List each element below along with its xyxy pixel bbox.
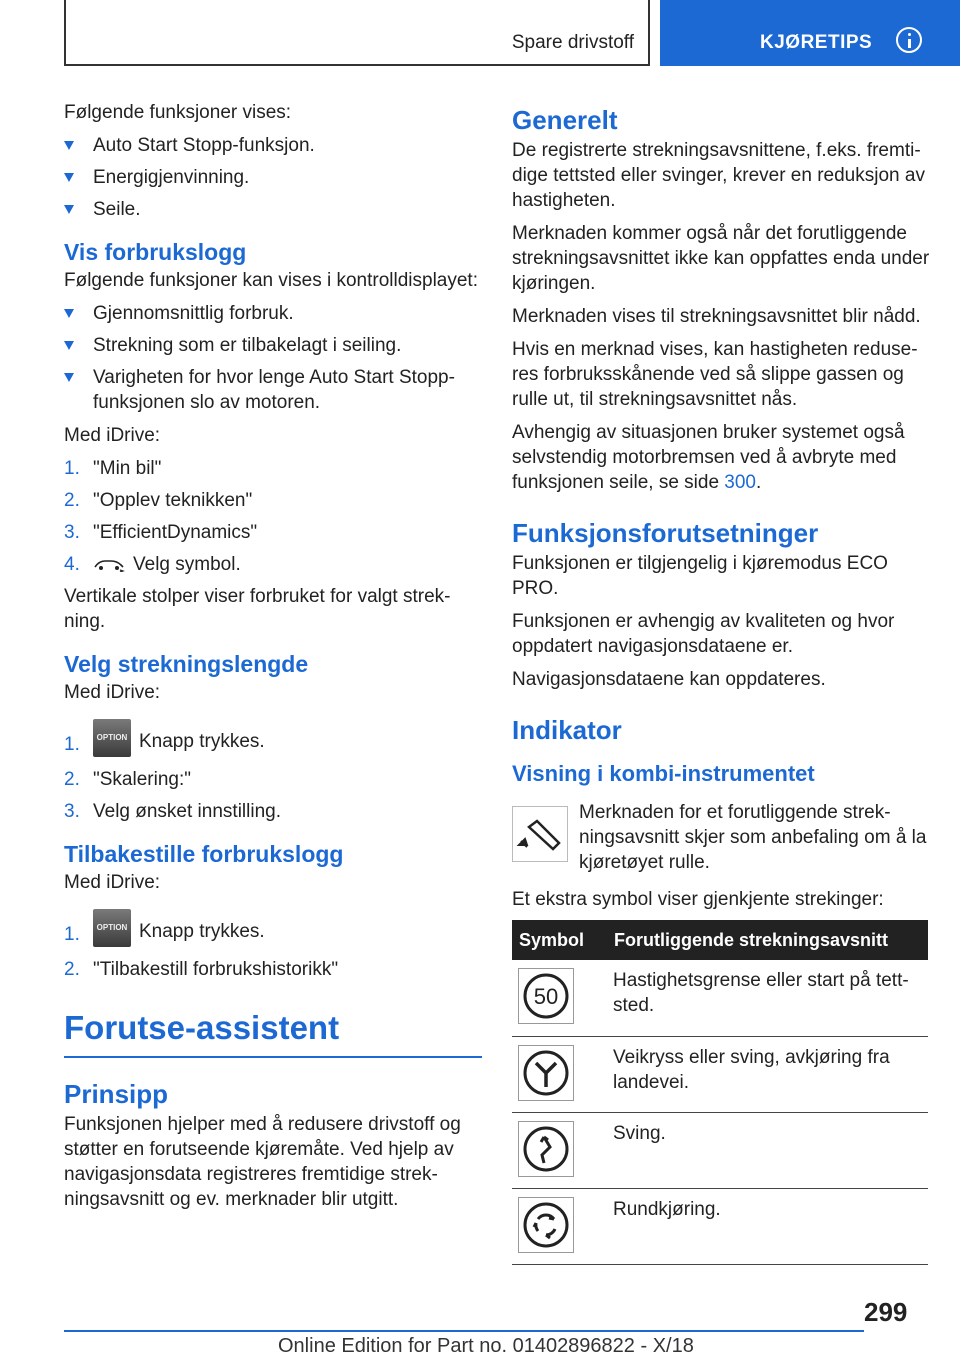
bullet-triangle-icon: [64, 141, 74, 150]
header-section-tab: [64, 0, 650, 66]
indicator-text: Merknaden for et forutliggende strekningsavsnitt skjer som anbefaling om å la kjøretøyet rulle.: [579, 802, 927, 873]
step-item: 2. "Tilbakestill forbrukshistorikk": [64, 959, 339, 980]
header-chapter-title: KJØRETIPS: [760, 32, 873, 53]
table-row: [512, 960, 928, 1036]
indicator-block: [512, 800, 932, 875]
option-button-icon: OPTION: [93, 719, 131, 757]
table-row: [512, 1036, 928, 1112]
curve-icon: [518, 1121, 574, 1177]
reset-steps: [64, 909, 482, 982]
bullet-triangle-icon: [64, 309, 74, 318]
forut-p3: Navigasjonsdataene kan oppdateres.: [512, 669, 826, 690]
forut-p2: Funksjonen er avhengig av kvaliteten og hvor oppdatert navigasjonsdataene er.: [512, 611, 895, 657]
left-column: [64, 100, 482, 1220]
option-button-icon: OPTION: [93, 909, 131, 947]
step-item: 4. Velg symbol.: [64, 554, 241, 575]
intro-text: Følgende funksjoner vises:: [64, 102, 292, 123]
forut-p1: Funksjonen er tilgjengelig i kjøremodus ECO PRO.: [512, 553, 888, 599]
svg-text:50: 50: [533, 984, 559, 1009]
extra-symbol-text: Et ekstra symbol viser gjenkjente strekinger:: [512, 889, 884, 910]
generelt-p5: Avhengig av situasjonen bruker systemet også selvstendig motorbremsen ved å avbryte med funksjonen seile, se side 300.: [512, 422, 905, 493]
table-header-symbol: Symbol: [512, 920, 607, 960]
table-cell: Hastighetsgrense eller start på tettsted.: [607, 960, 928, 1036]
reset-idrive-label: Med iDrive:: [64, 872, 161, 893]
page-link-300[interactable]: 300: [724, 472, 756, 493]
heading-funksjonsforutsetninger: Funksjonsforutsetninger: [512, 518, 819, 548]
heading-prinsipp: Prinsipp: [64, 1079, 169, 1109]
generelt-p1: De registrerte strekningsavsnittene, f.eks. fremtidige tettsted eller svinger, krever en reduksjon av hastigheten.: [512, 140, 925, 211]
vis-text: Følgende funksjoner kan vises i kontrolldisplayet:: [64, 270, 478, 291]
table-header-description: Forutliggende strekningsavsnitt: [607, 920, 928, 960]
footer-divider: [64, 1330, 864, 1332]
step-item: 3. Velg ønsket innstilling.: [64, 801, 281, 822]
heading-indikator: Indikator: [512, 715, 622, 745]
heading-generelt: Generelt: [512, 105, 618, 135]
step-item: 1. "Min bil": [64, 458, 162, 479]
bullet-triangle-icon: [64, 173, 74, 182]
generelt-p2: Merknaden kommer også når det forutliggende strekningsavsnittet ikke kan oppfattes enda under kjøringen.: [512, 223, 930, 294]
list-item: Gjennomsnittlig forbruk.: [64, 301, 482, 326]
prinsipp-text: Funksjonen hjelper med å redusere drivstoff og støtter en forutseende kjøremåte. Ved hjelp av navigasjonsdata registreres fremtidige strekningsavsnitt og ev. merknader blir utgitt.: [64, 1114, 461, 1210]
header-section-title: Spare drivstoff: [511, 32, 634, 53]
junction-icon: [518, 1045, 574, 1101]
generelt-p4: Hvis en merknad vises, kan hastigheten reduseres forbruksskånende ved så slippe gassen og rulle ut, til strekningsavsnittet nås.: [512, 339, 918, 410]
bullet-triangle-icon: [64, 341, 74, 350]
vis-idrive-label: Med iDrive:: [64, 425, 161, 446]
step-item: 3. "EfficientDynamics": [64, 522, 258, 543]
step-item: 2. "Opplev teknikken": [64, 490, 253, 511]
table-cell: Sving.: [607, 1112, 928, 1188]
table-cell: Rundkjøring.: [607, 1188, 928, 1264]
step-item: 2. "Skalering:": [64, 769, 191, 790]
table-row: [512, 1112, 928, 1188]
roundabout-icon: [518, 1197, 574, 1253]
velg-steps: [64, 719, 482, 824]
table-cell: Veikryss eller sving, avkjøring fra landevei.: [607, 1036, 928, 1112]
step-item: 1. OPTION Knapp trykkes.: [64, 909, 482, 947]
right-column: [512, 100, 932, 1265]
velg-idrive-label: Med iDrive:: [64, 682, 161, 703]
car-rolling-icon: [93, 556, 125, 572]
speed-limit-50-icon: [518, 968, 574, 1024]
list-item: Auto Start Stopp-funksjon.: [64, 133, 482, 158]
heading-forutse-assistent: Forutse-assistent: [64, 1008, 482, 1058]
vis-list: [64, 301, 482, 415]
generelt-p3: Merknaden vises til strekningsavsnittet blir nådd.: [512, 306, 921, 327]
footer-edition: Online Edition for Part no. 01402896822 - X/18: [278, 1335, 694, 1357]
list-item: Seile.: [64, 197, 482, 222]
table-header-row: [512, 920, 928, 960]
step-item: 1. OPTION Knapp trykkes.: [64, 719, 482, 757]
heading-vis-forbrukslogg: Vis forbrukslogg: [64, 239, 247, 265]
bullet-triangle-icon: [64, 205, 74, 214]
list-item: Energigjenvinning.: [64, 165, 482, 190]
info-icon[interactable]: [896, 27, 922, 53]
list-item: Varigheten for hvor lenge Auto Start Stopp-funksjonen slo av motoren.: [64, 365, 482, 415]
intro-list: [64, 133, 482, 222]
heading-tilbakestille-forbrukslogg: Tilbakestille forbrukslogg: [64, 841, 344, 867]
vis-note: Vertikale stolper viser forbruket for valgt strekning.: [64, 586, 451, 632]
list-item: Strekning som er tilbakelagt i seiling.: [64, 333, 482, 358]
header-chapter-tab[interactable]: [660, 0, 960, 66]
heading-velg-strekningslengde: Velg strekningslengde: [64, 651, 309, 677]
table-row: [512, 1188, 928, 1264]
bullet-triangle-icon: [64, 373, 74, 382]
heading-visning-kombi: Visning i kombi-instrumentet: [512, 761, 815, 786]
vis-steps: [64, 456, 482, 577]
page-number: 299: [864, 1297, 908, 1327]
coasting-indicator-icon: [512, 806, 568, 862]
symbol-table: [512, 920, 928, 1265]
